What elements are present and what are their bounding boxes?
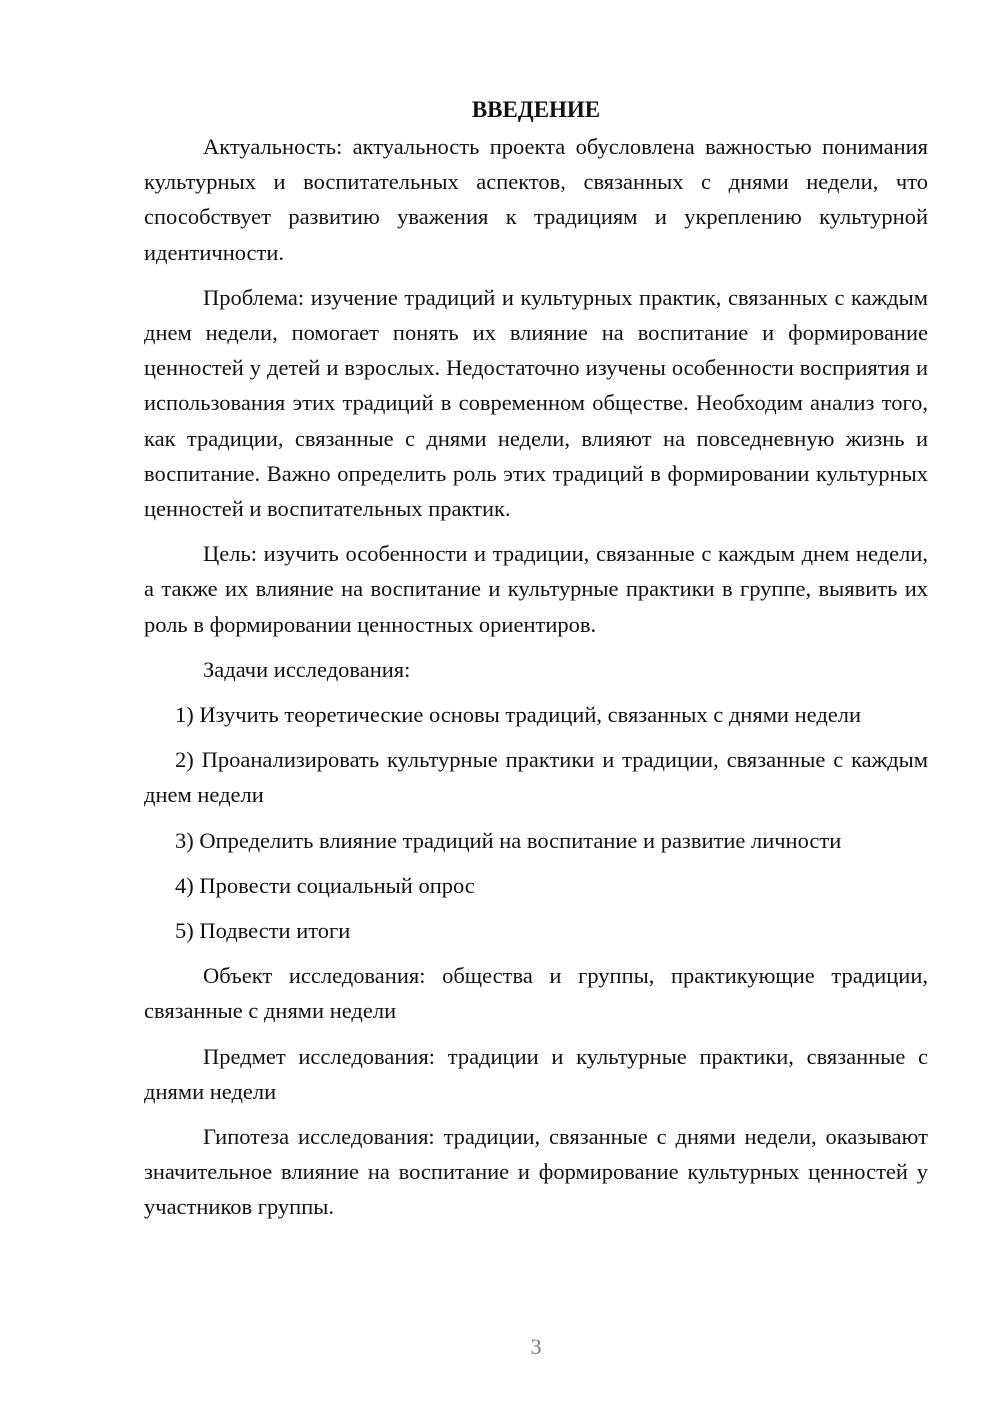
paragraph-relevance: Актуальность: актуальность проекта обусловлена важностью понимания культурных и воспитательных аспектов, связанных с днями недели, что способствует развитию уважения к традициям и укреплению культурной идентичности. [144,134,928,265]
paragraph-object: Объект исследования: общества и группы, практикующие традиции, связанные с днями недели [144,963,928,1024]
task-item-2: 2) Проанализировать культурные практики и традиции, связанные с каждым днем недели [144,747,928,808]
page-number: 3 [530,1334,542,1359]
task-item-1: 1) Изучить теоретические основы традиций, связанных с днями недели [175,702,862,728]
paragraph-problem: Проблема: изучение традиций и культурных практик, связанных с каждым днем недели, помогает понять их влияние на воспитание и формирование ценностей у детей и взрослых. Недостаточно изучены особенности восприятия и использования этих традиций в современном обществе. Необходим анализ того, как традиции, связанные с днями недели, влияют на повседневную жизнь и воспитание. Важно определить роль этих традиций в формировании культурных ценностей и воспитательных практик. [144,284,928,522]
task-item-5: 5) Подвести итоги [175,918,351,944]
paragraph-hypothesis: Гипотеза исследования: традиции, связанные с днями недели, оказывают значительное влияние на воспитание и формирование культурных ценностей у участников группы. [144,1124,928,1220]
page-content [144,92,928,1235]
paragraph-goal: Цель: изучить особенности и традиции, связанные с каждым днем недели, а также их влияние на воспитание и культурные практики в группе, выявить их роль в формировании ценностных ориентиров. [144,541,928,637]
paragraph-tasks-heading: Задачи исследования: [203,656,411,682]
task-item-3: 3) Определить влияние традиций на воспитание и развитие личности [175,827,842,853]
section-title: ВВЕДЕНИЕ [471,97,601,122]
task-item-4: 4) Провести социальный опрос [175,872,475,898]
paragraph-subject: Предмет исследования: традиции и культурные практики, связанные с днями недели [144,1043,928,1104]
